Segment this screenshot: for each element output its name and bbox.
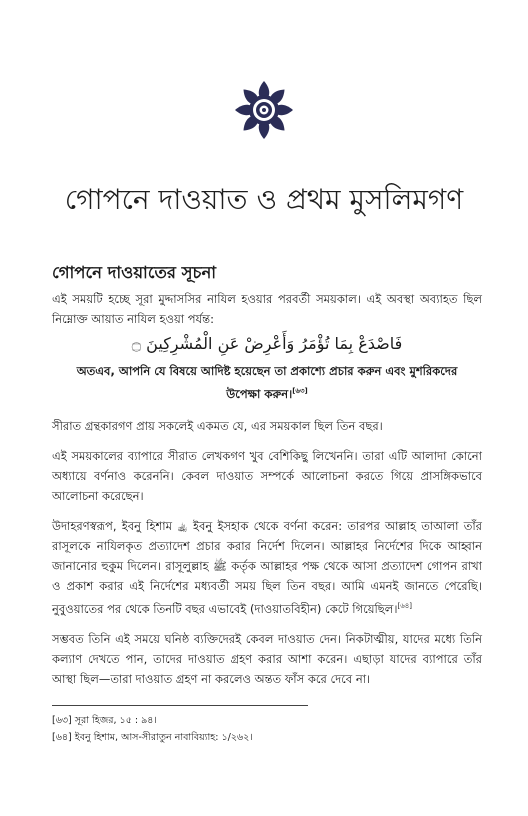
intro-paragraph: এই সময়টি হচ্ছে সূরা মুদ্দাসসির নাযিল হওয়ার পরবর্তী সময়কাল। এই অবস্থা অব্যাহত ছিল নিম্নোক্ত আয়াত নাযিল হওয়া পর্যন্ত: — [52, 292, 482, 326]
paragraph-3-text: উদাহরণস্বরূপ, ইবনু হিশাম ﵀ ইবনু ইসহাক থেকে বর্ণনা করেন: তারপর আল্লাহ তাআলা তাঁর রাসূলকে নাযিলকৃত প্রত্যাদেশ প্রচার করার নির্দেশ দিলেন। আল্লাহর নির্দেশের দিকে আহ্বান জানানোর হুকুম দিলেন। রাসূলুল্লাহ ﷺ কর্তৃক আল্লাহর পক্ষ থেকে আসা প্রত্যাদেশ গোপন রাখা ও প্রকাশ করার এই নির্দেশের মধ্যবর্তী সময় ছিল তিন বছর। আমি এমনই জানতে পেরেছি। নুবুওয়াতের পর থেকে তিনটি বছর এভাবেই (দাওয়াতবিহীন) কেটে গিয়েছিল। — [52, 518, 483, 616]
page-content — [52, 260, 482, 746]
section-heading: গোপনে দাওয়াতের সূচনা — [52, 263, 217, 282]
footnote-divider — [52, 705, 308, 706]
translation-text: অতএব, আপনি যে বিষয়ে আদিষ্ট হয়েছেন তা প্রকাশ্যে প্রচার করুন এবং মুশরিকদের উপেক্ষা করুন। — [76, 364, 458, 401]
footnote-ref-64: [৬৪] — [397, 601, 413, 610]
footnote-63: [৬৩] সূরা হিজর, ১৫ : ৯৪। — [52, 714, 157, 726]
paragraph-1: সীরাত গ্রন্থকারগণ প্রায় সকলেই একমত যে, এর সময়কাল ছিল তিন বছর। — [52, 418, 383, 433]
paragraph-4: সম্ভবত তিনি এই সময়ে ঘনিষ্ঠ ব্যক্তিদেরই কেবল দাওয়াত দেন। নিকটাত্মীয়, যাদের মধ্যে তিনি কল্যাণ দেখতে পান, তাদের দাওয়াত গ্রহণ করার আশা করেন। এছাড়া যাদের ব্যাপারে তাঁর আস্থা ছিল—তারা দাওয়াত গ্রহণ না করলেও অন্তত ফাঁস করে দেবে না। — [52, 631, 482, 686]
arabic-verse: فَاصْدَعْ بِمَا تُؤْمَرُ وَأَعْرِضْ عَنِ الْمُشْرِكِينَ ۝ — [131, 334, 403, 353]
paragraph-2: এই সময়কালের ব্যাপারে সীরাত লেখকগণ খুব বেশিকিছু লিখেননি। তারা এটি আলাদা কোনো অধ্যায়ে বর্ণনাও করেননি। কেবল দাওয়াত সম্পর্কে আলোচনা করতে গিয়ে প্রাসঙ্গিকভাবে আলোচনা করেছেন। — [52, 448, 482, 503]
paragraph-3 — [52, 516, 482, 619]
chapter-title: গোপনে দাওয়াত ও প্রথম মুসলিমগণ — [64, 183, 464, 216]
verse-translation — [52, 361, 482, 404]
footnote-ref-63: [৬৩] — [292, 387, 308, 395]
footnote-64: [৬৪] ইবনু হিশাম, আস-সীরাতুন নাবাবিয়্যাহ: ১/২৬২। — [52, 731, 253, 743]
lotus-ornament-icon — [234, 80, 294, 140]
